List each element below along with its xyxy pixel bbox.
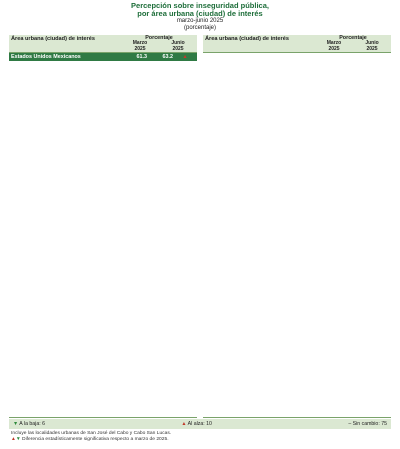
tables-container	[9, 35, 391, 418]
table-header	[9, 35, 197, 53]
total-marzo: 61.3	[136, 54, 147, 61]
up-triangle-icon: ▲	[11, 437, 16, 442]
col-header-junio: Junio 2025	[171, 40, 185, 52]
legend-bar	[9, 419, 391, 429]
total-junio: 63.2	[162, 54, 173, 61]
table-header	[203, 35, 391, 53]
col-header-porcentaje: Porcentaje	[339, 35, 367, 41]
page-title-line-2: por área urbana (ciudad) de interés	[137, 9, 263, 18]
col-header-group	[121, 35, 197, 53]
col-header-name: Área urbana (ciudad) de interés	[9, 35, 121, 53]
title-block	[9, 2, 391, 32]
total-name: Estados Unidos Mexicanos	[11, 54, 81, 61]
col-header-marzo: Marzo 2025	[326, 40, 342, 52]
up-triangle-icon: ▲	[181, 421, 187, 427]
col-header-junio: Junio 2025	[365, 40, 379, 52]
down-triangle-icon: ▼	[15, 437, 21, 442]
up-triangle-icon: ▲	[182, 54, 188, 61]
down-triangle-icon: ▼	[13, 421, 19, 427]
table-body-right	[203, 53, 391, 418]
legend-nochange: – Sin cambio: 75	[348, 421, 387, 427]
table-body-left	[9, 61, 197, 418]
legend-down: ▼ A la baja: 6	[13, 421, 45, 427]
legend-up: ▲ Al alza: 10	[181, 421, 212, 427]
footnote: ▲▼ Diferencia estadísticamente significativa respecto a marzo de 2025.	[11, 437, 169, 442]
col-header-porcentaje: Porcentaje	[145, 35, 173, 41]
unit: (porcentaje)	[183, 25, 216, 31]
dash-icon: –	[348, 421, 352, 427]
col-header-marzo: Marzo 2025	[132, 40, 148, 52]
footnotes	[9, 431, 391, 443]
table-left	[9, 35, 197, 418]
footnote: Incluye las localidades urbanas de San José del Cabo y Cabo San Lucas.	[11, 431, 172, 436]
page-title: Percepción sobre inseguridad pública,	[131, 1, 269, 10]
period: marzo-junio 2025	[176, 18, 224, 24]
total-marker	[173, 54, 197, 60]
col-header-name: Área urbana (ciudad) de interés	[203, 35, 315, 53]
total-row	[9, 53, 197, 61]
table-right	[203, 35, 391, 418]
col-header-group	[315, 35, 391, 53]
